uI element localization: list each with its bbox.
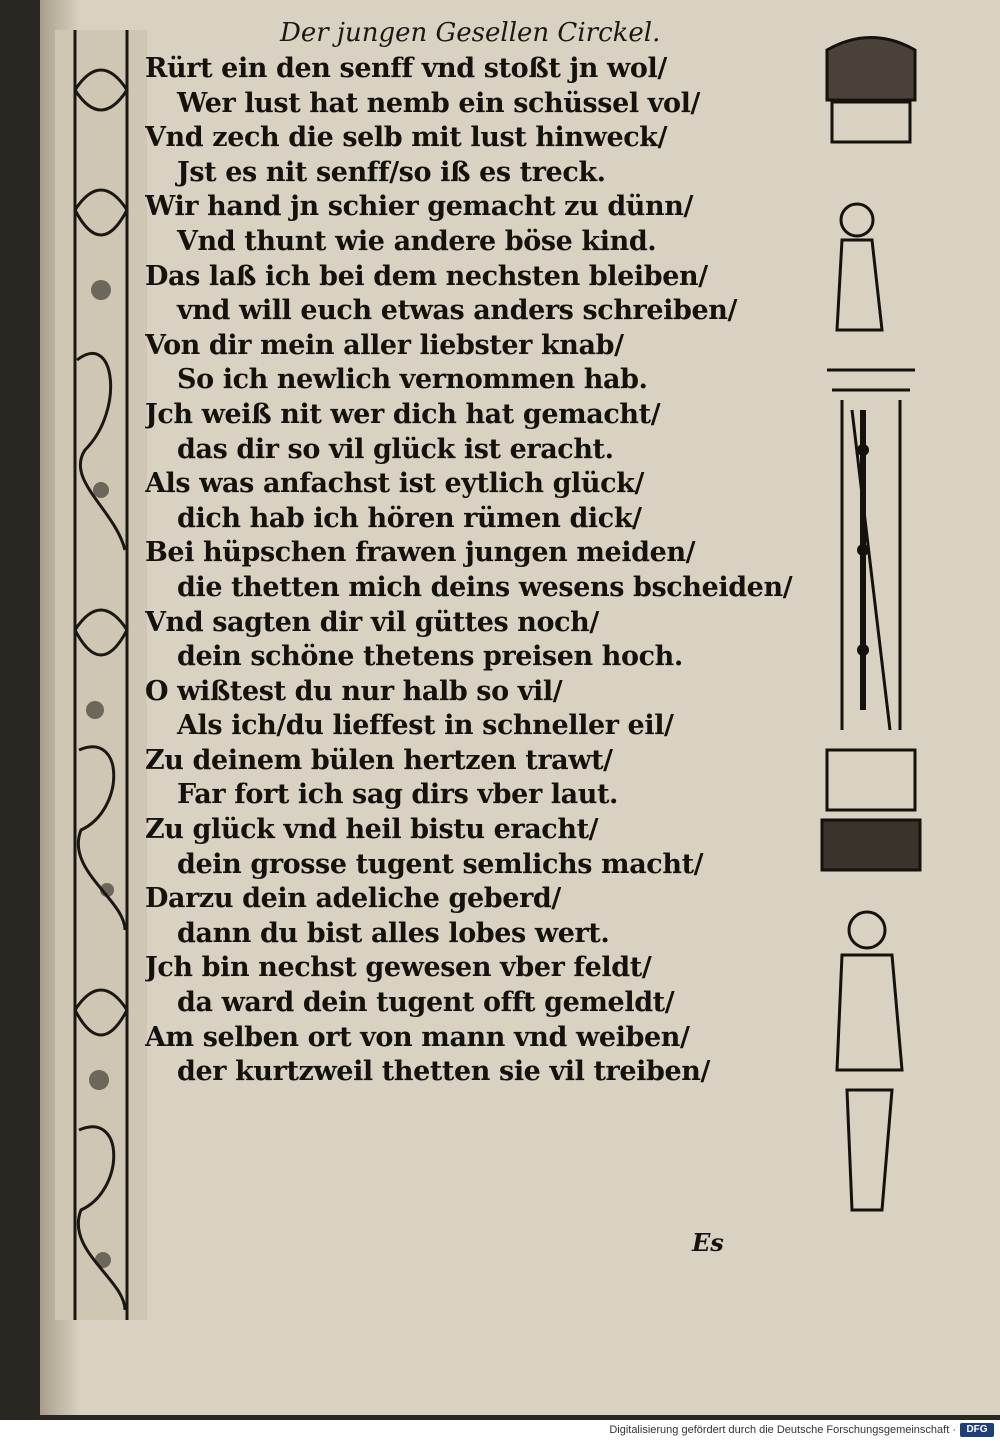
verse-line: Als ich/du lieffest in schneller eil/ [177, 710, 674, 742]
verse-line: der kurtzweil thetten sie vil treiben/ [177, 1056, 710, 1088]
verse-line: Vnd thunt wie andere böse kind. [177, 225, 657, 257]
verse-line: Das laß ich bei dem nechsten bleiben/ [145, 260, 708, 292]
right-woodcut-column [812, 30, 930, 1240]
verse-line: Wir hand jn schier gemacht zu dünn/ [145, 191, 693, 223]
verse-line: Vnd sagten dir vil güttes noch/ [145, 606, 599, 638]
verse-line: dich hab ich hören rümen dick/ [177, 502, 642, 534]
footer-bar [0, 1420, 1000, 1441]
verse-line: dein grosse tugent semlichs macht/ [177, 848, 704, 880]
verse-line: Jch bin nechst gewesen vber feldt/ [145, 952, 652, 984]
verse-line: Bei hüpschen frawen jungen meiden/ [145, 537, 696, 569]
verse-line: Als was anfachst ist eytlich glück/ [145, 468, 644, 500]
verse-line: da ward dein tugent offt gemeldt/ [177, 987, 675, 1019]
verse-line: dein schöne thetens preisen hoch. [177, 641, 683, 673]
verse-line: Vnd zech die selb mit lust hinweck/ [145, 122, 668, 154]
verse-line: Rürt ein den senff vnd stoßt jn wol/ [145, 53, 667, 84]
verse-text [145, 52, 810, 1090]
verse-line: Wer lust hat nemb ein schüssel vol/ [177, 87, 700, 119]
verse-line: O wißtest du nur halb so vil/ [145, 675, 563, 707]
verse-line: Zu deinem bülen hertzen trawt/ [145, 744, 613, 776]
verse-line: dann du bist alles lobes wert. [177, 917, 610, 949]
verse-line: Zu glück vnd heil bistu eracht/ [145, 814, 599, 846]
catchword: Es [692, 1228, 724, 1257]
verse-line: Von dir mein aller liebster knab/ [145, 329, 624, 361]
verse-line: So ich newlich vernommen hab. [177, 364, 648, 396]
verse-line: Am selben ort von mann vnd weiben/ [145, 1021, 690, 1053]
verse-line: Darzu dein adeliche geberd/ [145, 883, 561, 915]
verse-line: Jst es nit senff/so iß es treck. [177, 156, 606, 188]
dfg-logo: DFG [960, 1423, 994, 1437]
running-head: Der jungen Gesellen Circkel. [280, 18, 661, 48]
verse-line: Jch weiß nit wer dich hat gemacht/ [145, 398, 661, 430]
verse-line: vnd will euch etwas anders schreiben/ [177, 295, 737, 327]
funding-notice: Digitalisierung gefördert durch die Deutsche Forschungsgemeinschaft · [609, 1424, 956, 1436]
verse-line: Far fort ich sag dirs vber laut. [177, 779, 619, 811]
left-woodcut-border [55, 30, 147, 1320]
verse-line: das dir so vil glück ist eracht. [177, 433, 614, 465]
verse-line: die thetten mich deins wesens bscheiden/ [177, 571, 793, 603]
